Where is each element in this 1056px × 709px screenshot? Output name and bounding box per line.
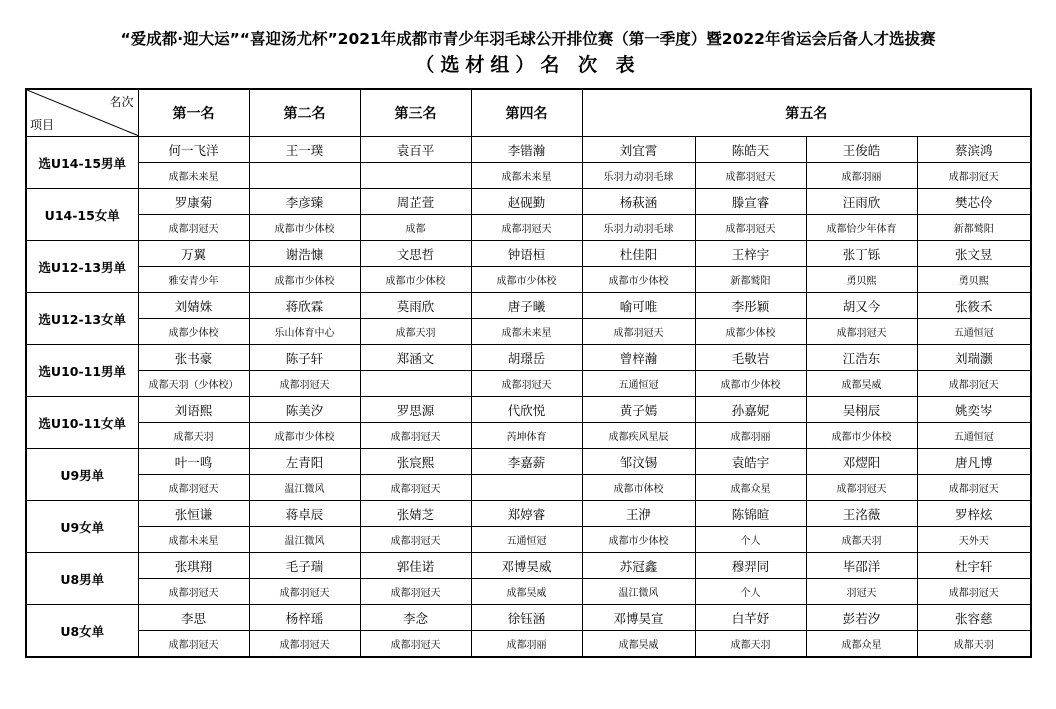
player-name: 李彤颖 [695, 293, 806, 319]
player-club: 成都市少体校 [249, 423, 360, 449]
corner-cell [26, 89, 138, 137]
player-club: 成都羽冠天 [695, 215, 806, 241]
player-name: 黄子嫣 [582, 397, 695, 423]
document-subtitle: （选材组）名 次 表 [415, 54, 641, 76]
player-club: 成都天羽 [917, 631, 1031, 658]
player-name: 李嘉薪 [471, 449, 582, 475]
player-club: 五通恒冠 [917, 319, 1031, 345]
ranking-table [25, 88, 1032, 658]
table-row-names [26, 137, 1031, 163]
player-club: 成都羽冠天 [471, 215, 582, 241]
player-club: 成都羽冠天 [360, 631, 471, 658]
player-name: 张婧芝 [360, 501, 471, 527]
player-club: 成都少体校 [695, 319, 806, 345]
event-category: U9男单 [26, 449, 138, 501]
player-name: 杨萩涵 [582, 189, 695, 215]
player-club: 成都昊威 [806, 371, 917, 397]
player-name: 邹汶锡 [582, 449, 695, 475]
player-club: 成都羽冠天 [249, 371, 360, 397]
table-row-clubs [26, 319, 1031, 345]
player-name: 江浩东 [806, 345, 917, 371]
player-name: 杨梓瑶 [249, 605, 360, 631]
player-club: 成都未来星 [471, 163, 582, 189]
player-club: 乐山体育中心 [249, 319, 360, 345]
player-club: 成都羽冠天 [360, 475, 471, 501]
player-name: 李锴瀚 [471, 137, 582, 163]
player-name: 钟语桓 [471, 241, 582, 267]
player-club: 成都少体校 [138, 319, 249, 345]
player-club: 成都羽冠天 [138, 579, 249, 605]
player-club: 乐羽力动羽毛球 [582, 163, 695, 189]
player-club: 温江微风 [582, 579, 695, 605]
table-row-clubs [26, 163, 1031, 189]
table-row-names [26, 449, 1031, 475]
player-club: 成都市少体校 [806, 423, 917, 449]
player-club: 成都昊威 [471, 579, 582, 605]
player-name: 刘婧姝 [138, 293, 249, 319]
table-row-clubs [26, 423, 1031, 449]
player-club: 成都天羽 [360, 319, 471, 345]
player-name: 杜宇轩 [917, 553, 1031, 579]
player-club: 成都天羽 [695, 631, 806, 658]
player-name: 李思 [138, 605, 249, 631]
player-club [360, 163, 471, 189]
player-name: 周芷萱 [360, 189, 471, 215]
player-name: 谢浩慷 [249, 241, 360, 267]
player-name: 陈子轩 [249, 345, 360, 371]
player-club: 成都昊威 [582, 631, 695, 658]
player-name: 文思哲 [360, 241, 471, 267]
player-club: 成都羽冠天 [806, 475, 917, 501]
player-club [471, 475, 582, 501]
player-club: 成都羽冠天 [138, 215, 249, 241]
header-row [26, 89, 1031, 137]
player-name: 刘语熙 [138, 397, 249, 423]
corner-event-label: 项目 [30, 118, 55, 132]
player-name: 王梓宇 [695, 241, 806, 267]
header-fourth-place: 第四名 [471, 89, 582, 137]
player-club: 成都市少体校 [582, 267, 695, 293]
player-club: 乐羽力动羽毛球 [582, 215, 695, 241]
player-name: 陈锦暄 [695, 501, 806, 527]
table-row-clubs [26, 215, 1031, 241]
player-club: 五通恒冠 [917, 423, 1031, 449]
player-club: 个人 [695, 579, 806, 605]
player-name: 白芊妤 [695, 605, 806, 631]
player-club: 成都市体校 [582, 475, 695, 501]
player-club: 成都羽冠天 [138, 631, 249, 658]
player-club: 成都市少体校 [360, 267, 471, 293]
player-name: 唐子曦 [471, 293, 582, 319]
player-club: 成都羽冠天 [360, 579, 471, 605]
player-club: 个人 [695, 527, 806, 553]
player-name: 王俊皓 [806, 137, 917, 163]
table-row-names [26, 501, 1031, 527]
player-club: 成都众星 [695, 475, 806, 501]
player-name: 毕邵洋 [806, 553, 917, 579]
player-name: 郑涵文 [360, 345, 471, 371]
player-name: 蒋卓辰 [249, 501, 360, 527]
table-row-names [26, 241, 1031, 267]
player-name: 张书豪 [138, 345, 249, 371]
event-category: 选U10-11男单 [26, 345, 138, 397]
player-club: 成都羽冠天 [917, 163, 1031, 189]
player-club: 成都羽冠天 [249, 579, 360, 605]
player-name: 蔡滨鸿 [917, 137, 1031, 163]
table-row-clubs [26, 267, 1031, 293]
document-title: “爱成都·迎大运”“喜迎汤尤杯”2021年成都市青少年羽毛球公开排位赛（第一季度）暨2022年省运会后备人才选拔赛 [120, 30, 936, 48]
event-category: U9女单 [26, 501, 138, 553]
player-name: 王洢 [582, 501, 695, 527]
player-club: 成都羽冠天 [917, 371, 1031, 397]
player-name: 王一璞 [249, 137, 360, 163]
player-club: 成都市少体校 [582, 527, 695, 553]
player-name: 张琪翔 [138, 553, 249, 579]
player-club: 成都天羽 [138, 423, 249, 449]
player-name: 罗梓炫 [917, 501, 1031, 527]
player-name: 陈美汐 [249, 397, 360, 423]
header-second-place: 第二名 [249, 89, 360, 137]
player-name: 胡又今 [806, 293, 917, 319]
event-category: U8男单 [26, 553, 138, 605]
player-name: 彭若汐 [806, 605, 917, 631]
player-club: 成都羽冠天 [917, 579, 1031, 605]
table-row-clubs [26, 527, 1031, 553]
event-category: U14-15女单 [26, 189, 138, 241]
table-row-clubs [26, 631, 1031, 658]
header-fifth-place: 第五名 [582, 89, 1031, 137]
player-name: 莫雨欣 [360, 293, 471, 319]
player-club: 雅安青少年 [138, 267, 249, 293]
player-club: 芮坤体育 [471, 423, 582, 449]
player-name: 张恒谦 [138, 501, 249, 527]
player-club: 成都未来星 [138, 527, 249, 553]
corner-rank-label: 名次 [109, 95, 134, 109]
player-name: 滕宣睿 [695, 189, 806, 215]
player-name: 胡璟岳 [471, 345, 582, 371]
player-name: 张容慈 [917, 605, 1031, 631]
player-name: 刘瑞灏 [917, 345, 1031, 371]
player-name: 张宸熙 [360, 449, 471, 475]
player-club: 成都市少体校 [249, 215, 360, 241]
player-club: 成都市少体校 [471, 267, 582, 293]
player-name: 邓博昊威 [471, 553, 582, 579]
player-club: 成都恰少年体育 [806, 215, 917, 241]
player-name: 郭佳诺 [360, 553, 471, 579]
player-club: 成都市少体校 [695, 371, 806, 397]
table-row-clubs [26, 371, 1031, 397]
player-name: 姚奕岑 [917, 397, 1031, 423]
player-name: 李念 [360, 605, 471, 631]
player-club: 五通恒冠 [471, 527, 582, 553]
player-name: 穆羿同 [695, 553, 806, 579]
player-club: 新都鹫阳 [917, 215, 1031, 241]
player-name: 孙嘉妮 [695, 397, 806, 423]
player-name: 樊芯伶 [917, 189, 1031, 215]
table-row-names [26, 189, 1031, 215]
player-name: 徐钰涵 [471, 605, 582, 631]
event-category: 选U10-11女单 [26, 397, 138, 449]
player-name: 汪雨欣 [806, 189, 917, 215]
table-row-names [26, 397, 1031, 423]
player-club: 成都疾风星辰 [582, 423, 695, 449]
table-row-names [26, 293, 1031, 319]
player-club: 温江微风 [249, 475, 360, 501]
player-name: 李彦臻 [249, 189, 360, 215]
event-category: U8女单 [26, 605, 138, 658]
player-club: 成都羽冠天 [806, 319, 917, 345]
player-name: 刘宜霄 [582, 137, 695, 163]
player-name: 张文昱 [917, 241, 1031, 267]
table-row-clubs [26, 475, 1031, 501]
player-club: 成都羽丽 [695, 423, 806, 449]
player-name: 苏冠鑫 [582, 553, 695, 579]
player-club: 成都天羽 [806, 527, 917, 553]
player-club: 成都羽冠天 [471, 371, 582, 397]
player-club [249, 163, 360, 189]
player-name: 左青阳 [249, 449, 360, 475]
player-name: 吴栩辰 [806, 397, 917, 423]
header-first-place: 第一名 [138, 89, 249, 137]
player-club: 成都羽冠天 [138, 475, 249, 501]
player-club: 成都羽冠天 [360, 423, 471, 449]
player-club: 勇贝熙 [806, 267, 917, 293]
player-name: 何一飞洋 [138, 137, 249, 163]
player-name: 罗思源 [360, 397, 471, 423]
player-club: 温江微风 [249, 527, 360, 553]
table-row-clubs [26, 579, 1031, 605]
player-name: 蒋欣霖 [249, 293, 360, 319]
player-club: 成都羽冠天 [917, 475, 1031, 501]
player-club: 成都羽冠天 [360, 527, 471, 553]
player-name: 邓博昊宣 [582, 605, 695, 631]
player-club: 羽冠天 [806, 579, 917, 605]
player-club: 成都羽冠天 [249, 631, 360, 658]
player-club: 成都天羽（少体校） [138, 371, 249, 397]
player-name: 毛敬岩 [695, 345, 806, 371]
table-row-names [26, 605, 1031, 631]
player-name: 杜佳阳 [582, 241, 695, 267]
player-club: 成都未来星 [471, 319, 582, 345]
player-name: 袁百平 [360, 137, 471, 163]
player-club: 成都众星 [806, 631, 917, 658]
player-club: 五通恒冠 [582, 371, 695, 397]
player-name: 赵砚勤 [471, 189, 582, 215]
player-name: 张丁铄 [806, 241, 917, 267]
player-name: 叶一鸣 [138, 449, 249, 475]
player-name: 唐凡博 [917, 449, 1031, 475]
event-category: 选U12-13男单 [26, 241, 138, 293]
player-name: 喻可唯 [582, 293, 695, 319]
player-name: 万翼 [138, 241, 249, 267]
table-row-names [26, 345, 1031, 371]
event-category: 选U12-13女单 [26, 293, 138, 345]
player-club: 成都羽丽 [471, 631, 582, 658]
player-name: 邓熤阳 [806, 449, 917, 475]
player-club: 勇贝熙 [917, 267, 1031, 293]
player-name: 袁皓宇 [695, 449, 806, 475]
player-club: 成都未来星 [138, 163, 249, 189]
player-name: 郑婷睿 [471, 501, 582, 527]
player-club: 成都市少体校 [249, 267, 360, 293]
header-third-place: 第三名 [360, 89, 471, 137]
player-club: 成都羽冠天 [582, 319, 695, 345]
player-name: 王洺薇 [806, 501, 917, 527]
player-club: 成都 [360, 215, 471, 241]
table-row-names [26, 553, 1031, 579]
player-name: 张筱禾 [917, 293, 1031, 319]
event-category: 选U14-15男单 [26, 137, 138, 189]
player-name: 毛子瑞 [249, 553, 360, 579]
player-club: 成都羽冠天 [695, 163, 806, 189]
player-name: 陈皓天 [695, 137, 806, 163]
player-club [360, 371, 471, 397]
player-name: 代欣悦 [471, 397, 582, 423]
player-name: 曾梓瀚 [582, 345, 695, 371]
player-club: 成都羽丽 [806, 163, 917, 189]
player-club: 天外天 [917, 527, 1031, 553]
player-name: 罗康菊 [138, 189, 249, 215]
player-club: 新都鹫阳 [695, 267, 806, 293]
